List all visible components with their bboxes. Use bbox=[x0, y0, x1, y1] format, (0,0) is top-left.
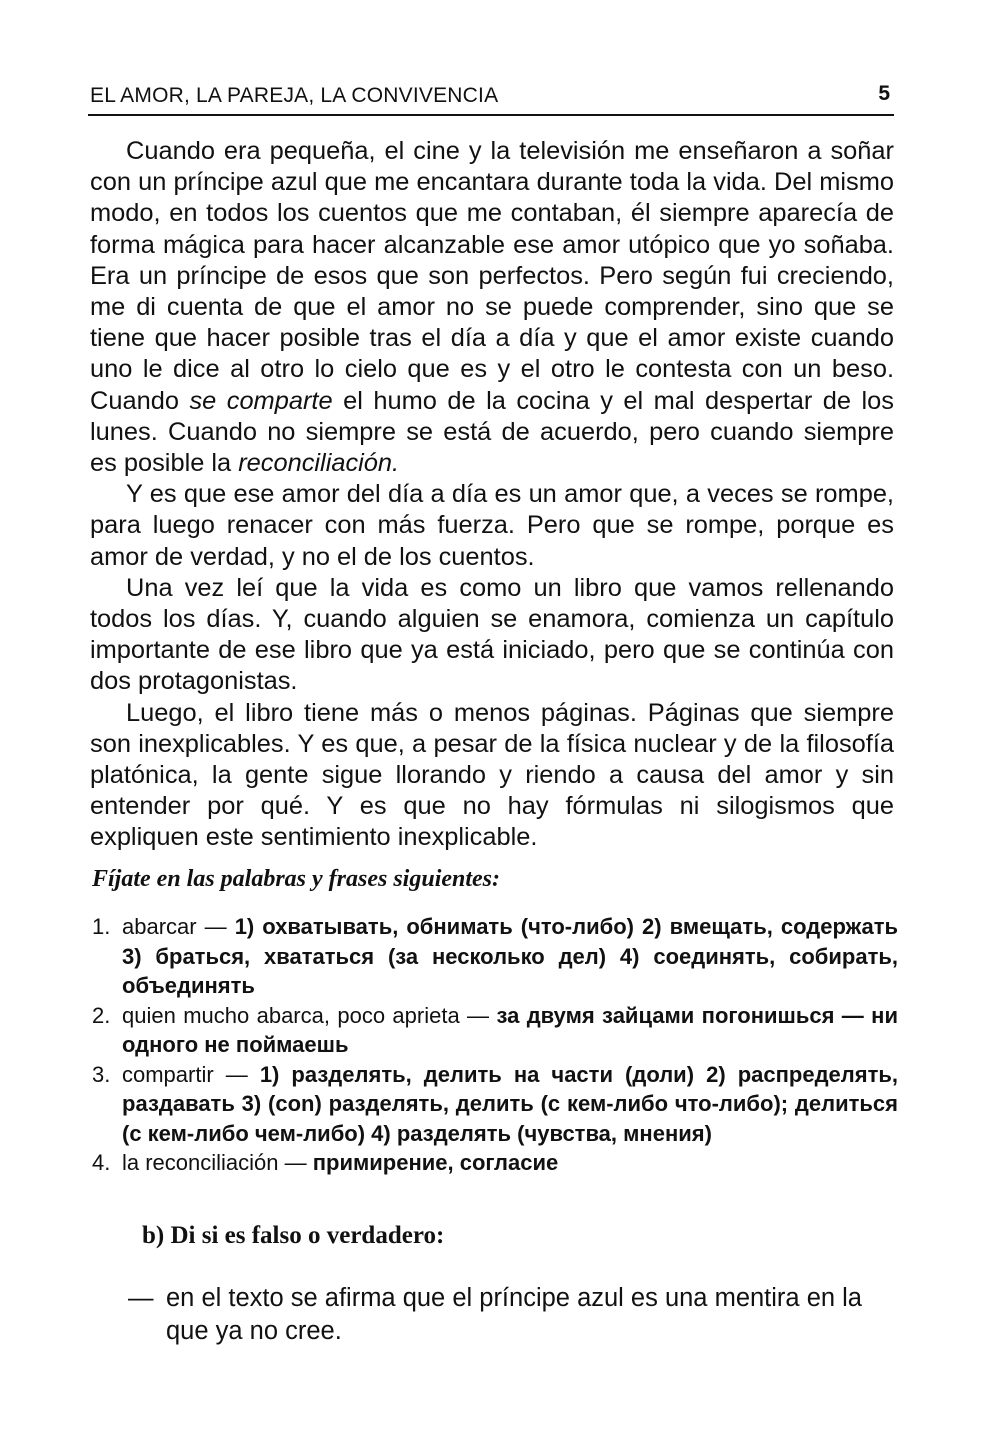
page-header bbox=[88, 84, 894, 116]
paragraph-3: Una vez leí que la vida es como un libro que vamos rellenando todos los días. Y, cuando alguien se enamora, comienza un capítulo importante de ese libro que ya está iniciado, pero que se continúa con dos protagonistas. bbox=[90, 573, 894, 696]
vocab-item bbox=[92, 1001, 898, 1060]
statement-dash: — bbox=[128, 1284, 154, 1312]
vocab-term: compartir — bbox=[122, 1061, 260, 1087]
vocab-item bbox=[92, 1060, 898, 1149]
paragraph-1-part-b: el humo de la cocina y el mal despertar de los lunes. Cuando no siempre se está de acuerdo, pero cuando siempre es posible la bbox=[90, 386, 895, 478]
vocab-number: 4. bbox=[92, 1150, 111, 1175]
paragraph-4: Luego, el libro tiene más o menos páginas. Páginas que siempre son inexplicables. Y es que, a pesar de la física nuclear y de la filosofía platónica, la gente sigue llorando y riendo a causa del amor y sin entender por qué. Y es que no hay fórmulas ni silogismos que expliquen este sentimiento inexplicable. bbox=[90, 698, 894, 852]
vocab-title: Fíjate en las palabras y frases siguientes: bbox=[92, 866, 501, 892]
vocab-term: quien mucho abarca, poco aprieta — bbox=[122, 1002, 497, 1028]
exercise-title: b) Di si es falso o verdadero: bbox=[142, 1222, 445, 1249]
exercise-statement bbox=[128, 1282, 898, 1348]
vocab-number: 1. bbox=[92, 914, 111, 939]
statement-line bbox=[128, 1282, 898, 1348]
paragraph-2: Y es que ese amor del día a día es un amor que, a veces se rompe, para luego renacer con más fuerza. Pero que se rompe, porque es amor de verdad, y no el de los cuentos. bbox=[90, 480, 894, 571]
statement-text: en el texto se afirma que el príncipe azul es una mentira en la que ya no cree. bbox=[166, 1284, 862, 1345]
vocab-number: 3. bbox=[92, 1061, 111, 1087]
vocab-definition: за двумя зайцами погонишься — ни одного не поймаешь bbox=[122, 1002, 898, 1057]
paragraph-1-part-a: Cuando era pequeña, el cine y la televisión me enseñaron a soñar con un príncipe azul que me encantara durante toda la vida. Del mismo modo, en todos los cuentos que me contaban, él siempre aparecía de forma mágica para hacer alcanzable ese amor utópico que yo soñaba. Era un príncipe de esos que son perfectos. Pero según fui creciendo, me di cuenta de que el amor no se puede comprender, sino que se tiene que hacer posible tras el día a día y que el amor existe cuando uno le dice al otro lo cielo que es y el otro le contesta con un beso. Cuando bbox=[90, 137, 894, 415]
main-text bbox=[90, 136, 894, 854]
paragraph-1 bbox=[90, 136, 894, 479]
page-number: 5 bbox=[878, 82, 890, 105]
emphasis-se-comparte: se comparte bbox=[189, 386, 333, 415]
emphasis-reconciliacion: reconciliación. bbox=[238, 449, 400, 478]
vocab-term: abarcar — bbox=[122, 914, 235, 939]
vocab-term: la reconciliación — bbox=[122, 1150, 313, 1175]
vocab-definition: 1) разделять, делить на части (доли) 2) распределять, раздавать 3) (con) разделять, делить (с кем-либо что-либо); делиться (с кем-либо чем-либо) 4) разделять (чувства, мнения) bbox=[122, 1061, 899, 1146]
running-title: EL AMOR, LA PAREJA, LA CONVIVENCIA bbox=[90, 84, 499, 107]
vocab-item bbox=[92, 1148, 898, 1178]
vocab-item bbox=[92, 912, 898, 1001]
vocab-number: 2. bbox=[92, 1002, 111, 1028]
vocab-list bbox=[92, 912, 898, 1178]
vocab-definition: 1) охватывать, обнимать (что-либо) 2) вмещать, содержать 3) браться, хвататься (за несколько дел) 4) соединять, собирать, объединять bbox=[122, 914, 899, 998]
vocab-definition: примирение, согласие bbox=[312, 1150, 559, 1175]
